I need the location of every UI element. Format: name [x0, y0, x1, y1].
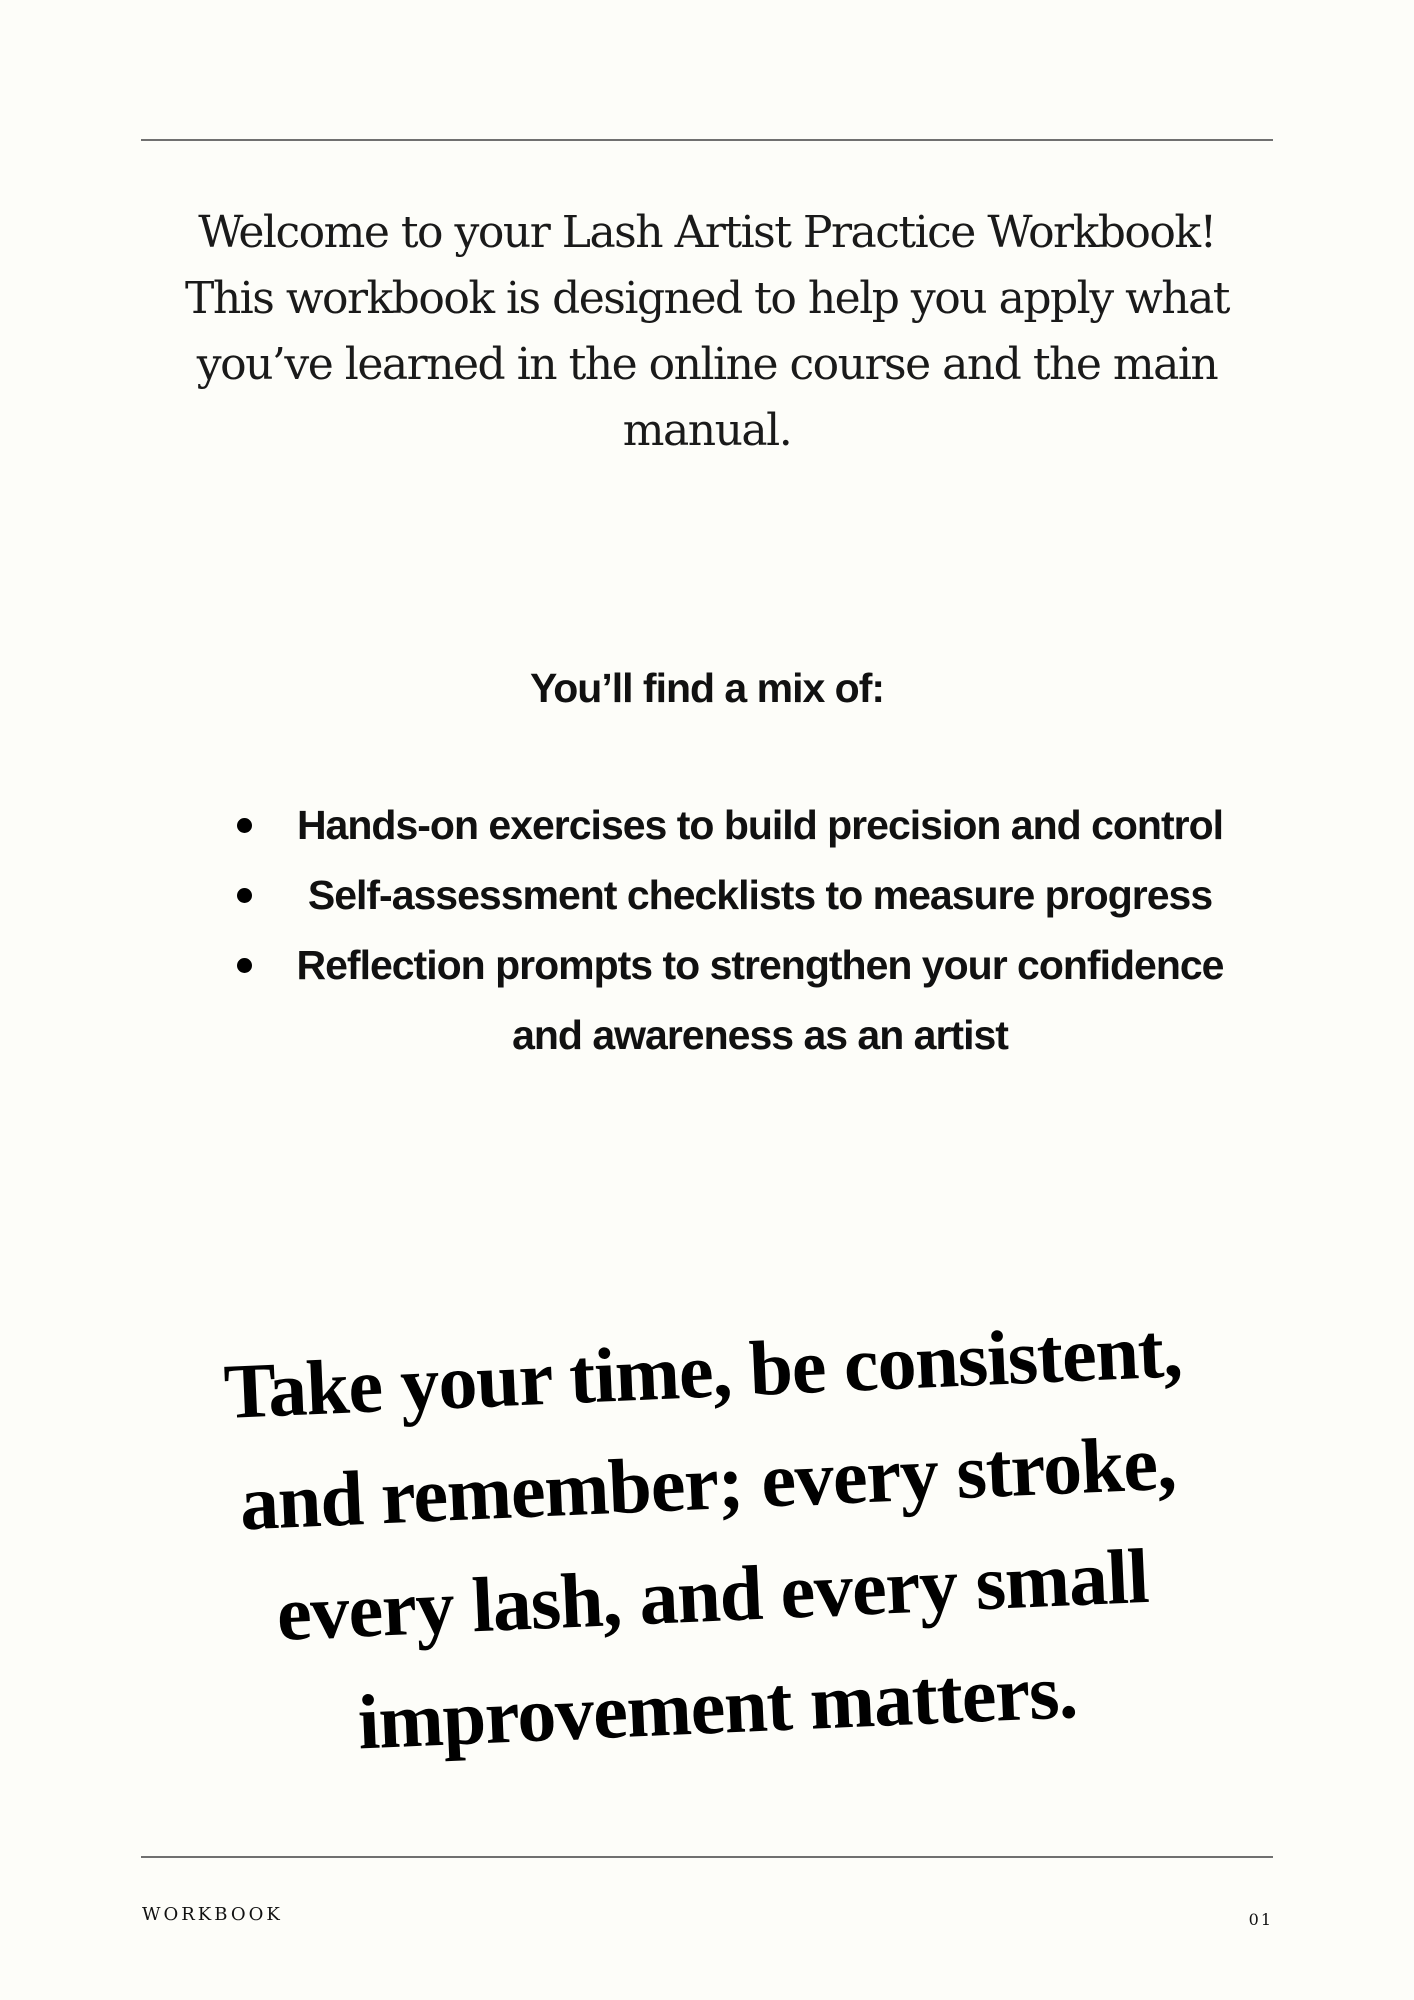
list-item — [225, 860, 1235, 930]
bullet-icon — [237, 888, 252, 903]
welcome-heading: Welcome to your Lash Artist Practice Workbook! — [198, 207, 1216, 258]
bullet-icon — [237, 958, 252, 973]
list-item — [225, 790, 1235, 860]
top-divider — [141, 139, 1273, 141]
feature-list — [225, 790, 1235, 1070]
page-number: 01 — [1248, 1910, 1273, 1929]
intro-text — [180, 200, 1234, 464]
bullet-icon — [237, 818, 252, 833]
motivational-quote: Take your time, be consistent, and remember; every stroke, every lash, and every small improvement matters. — [222, 1306, 1184, 1766]
list-item-text: Hands-on exercises to build precision and control — [296, 802, 1224, 848]
footer-label: WORKBOOK — [142, 1904, 283, 1925]
mix-heading: You’ll find a mix of: — [529, 665, 885, 711]
bottom-divider — [141, 1856, 1273, 1858]
list-item — [225, 930, 1235, 1070]
list-item-text: Reflection prompts to strengthen your confidence and awareness as an artist — [296, 942, 1224, 1058]
list-item-text: Self-assessment checklists to measure progress — [307, 872, 1213, 918]
intro-description: This workbook is designed to help you apply what you’ve learned in the online course and the main manual. — [185, 273, 1229, 456]
